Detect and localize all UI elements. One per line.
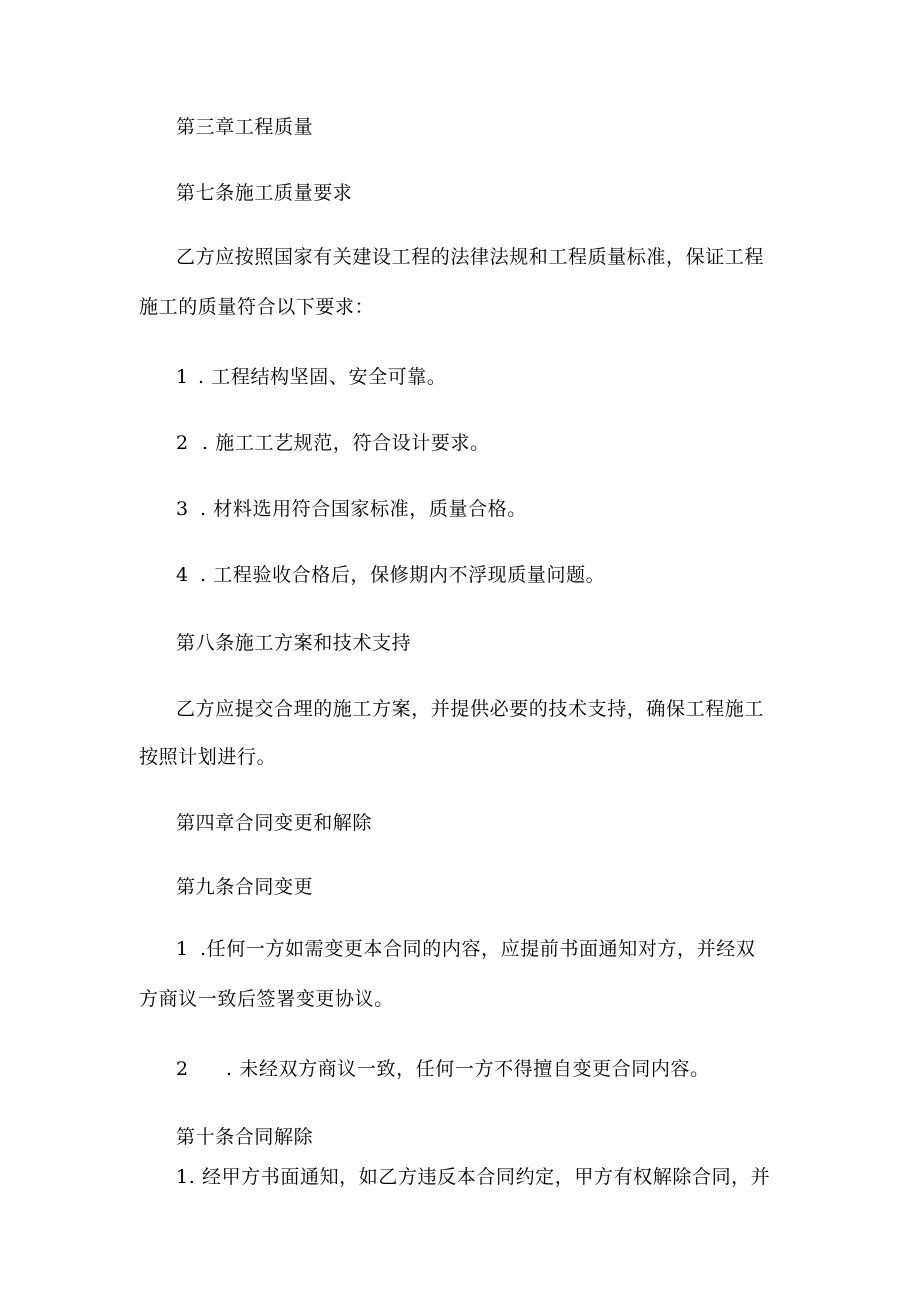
article-7-item-2 [176,430,490,456]
item-number: 2 [176,1058,189,1080]
chapter-4-heading: 第四章合同变更和解除 [176,812,373,834]
article-7-intro-line-2: 施工的质量符合以下要求： [139,296,375,318]
item-text: . 未经双方商议一致，任何一方不得擅自变更合同内容。 [226,1058,710,1080]
item-number: 1 [176,366,189,388]
article-10-heading: 第十条合同解除 [176,1126,314,1148]
item-text: . 工程结构坚固、安全可靠。 [198,366,447,388]
item-number: 1 [176,938,189,960]
article-8-body-line-2: 按照计划进行。 [139,746,277,768]
article-7-intro-line-1: 乙方应按照国家有关建设工程的法律法规和工程质量标准，保证工程 [176,246,765,268]
article-7-item-4 [176,562,605,588]
article-9-item-1-line-1 [176,936,755,962]
article-9-item-1-line-2: 方商议一致后签署变更协议。 [139,988,394,1010]
item-number: 2 [176,432,189,454]
item-text: .任何一方如需变更本合同的内容，应提前书面通知对方，并经双 [200,938,756,960]
item-text: . 工程验收合格后，保修期内不浮现质量问题。 [200,564,606,586]
item-text: . 施工工艺规范，符合设计要求。 [202,432,490,454]
article-8-body-line-1: 乙方应提交合理的施工方案，并提供必要的技术支持，确保工程施工 [176,698,765,720]
item-number: 4 [176,564,189,586]
article-8-heading: 第八条施工方案和技术支持 [176,632,412,654]
chapter-3-heading: 第三章工程质量 [176,116,314,138]
article-7-item-3 [176,496,527,522]
article-7-heading: 第七条施工质量要求 [176,182,353,204]
article-9-item-2 [176,1056,710,1082]
item-text: . 材料选用符合国家标准，质量合格。 [200,498,527,520]
article-9-heading: 第九条合同变更 [176,876,314,898]
item-number: 3 [176,498,189,520]
article-7-item-1 [176,364,446,390]
article-10-item-1-line-1: 1. 经甲方书面通知，如乙方违反本合同约定，甲方有权解除合同，并 [176,1166,771,1188]
